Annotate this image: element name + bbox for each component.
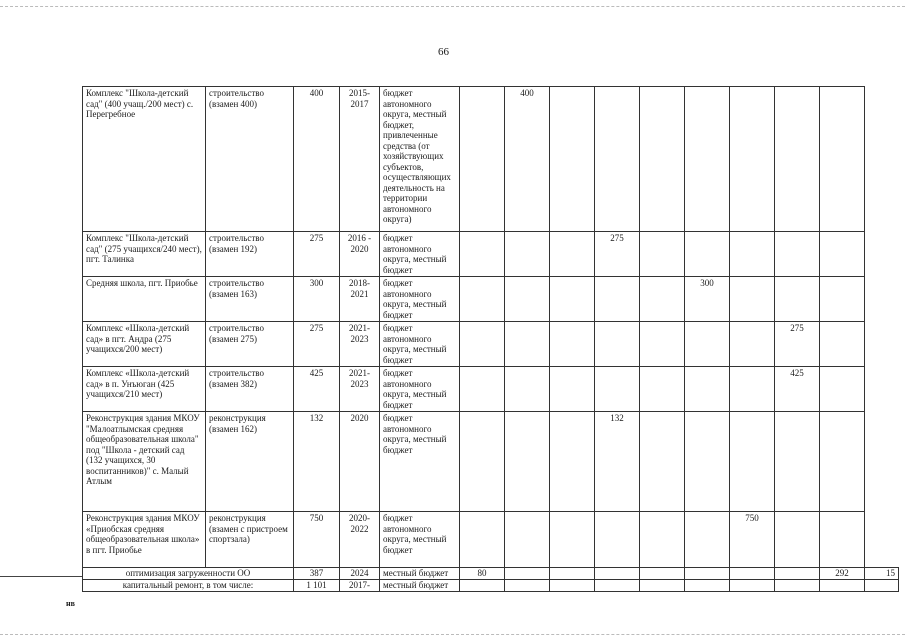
year-value-cell xyxy=(595,367,640,412)
table-body xyxy=(83,87,899,568)
capacity-cell: 275 xyxy=(294,322,340,367)
year-value-cell xyxy=(505,232,550,277)
year-value-cell xyxy=(640,87,685,232)
capacity-cell: 132 xyxy=(294,412,340,512)
year-value-cell xyxy=(775,232,820,277)
summary-year-cell xyxy=(640,580,685,592)
object-name-cell: Комплекс "Школа-детский сад" (400 учащ./200 мест) с. Перегребное xyxy=(83,87,206,232)
object-name-cell: Комплекс "Школа-детский сад" (275 учащихся/240 мест), пгт. Талинка xyxy=(83,232,206,277)
year-value-cell xyxy=(685,367,730,412)
year-value-cell xyxy=(640,512,685,568)
year-value-cell xyxy=(595,512,640,568)
year-value-cell xyxy=(775,412,820,512)
year-value-cell xyxy=(595,277,640,322)
scan-edge-top xyxy=(0,6,905,8)
funding-source-cell: бюджет автономного округа, местный бюджет xyxy=(380,277,460,322)
year-value-cell xyxy=(685,512,730,568)
year-value-cell xyxy=(730,412,775,512)
summary-year-cell: 80 xyxy=(460,568,505,580)
period-cell: 2018-2021 xyxy=(340,277,380,322)
work-type-cell: строительство (взамен 275) xyxy=(206,322,294,367)
year-value-cell xyxy=(550,232,595,277)
year-value-cell xyxy=(505,512,550,568)
funding-source-cell: бюджет автономного округа, местный бюджет xyxy=(380,232,460,277)
funding-source-cell: бюджет автономного округа, местный бюджет xyxy=(380,512,460,568)
capacity-cell: 275 xyxy=(294,232,340,277)
year-value-cell xyxy=(775,277,820,322)
table-row xyxy=(83,87,899,232)
year-value-cell xyxy=(460,87,505,232)
year-value-cell xyxy=(685,412,730,512)
funding-source-cell: бюджет автономного округа, местный бюджет xyxy=(380,322,460,367)
year-value-cell xyxy=(730,277,775,322)
year-value-cell xyxy=(550,412,595,512)
funding-source-cell: бюджет автономного округа, местный бюджет xyxy=(380,367,460,412)
year-value-cell xyxy=(460,277,505,322)
year-value-cell xyxy=(775,512,820,568)
capacity-cell: 300 xyxy=(294,277,340,322)
year-value-cell xyxy=(595,322,640,367)
summary-body xyxy=(83,568,899,592)
year-value-cell xyxy=(595,87,640,232)
object-name-cell: Средняя школа, пгт. Приобье xyxy=(83,277,206,322)
summary-year-cell xyxy=(775,568,820,580)
year-value-cell xyxy=(640,322,685,367)
year-value-cell xyxy=(460,322,505,367)
year-value-cell xyxy=(460,367,505,412)
capacity-cell: 750 xyxy=(294,512,340,568)
summary-year-cell xyxy=(730,568,775,580)
year-value-cell xyxy=(640,367,685,412)
summary-label-cell: оптимизация загруженности ОО xyxy=(83,568,294,580)
summary-source-cell: местный бюджет xyxy=(380,568,460,580)
work-type-cell: строительство (взамен 400) xyxy=(206,87,294,232)
summary-year-cell xyxy=(640,568,685,580)
capacity-cell: 425 xyxy=(294,367,340,412)
year-value-cell xyxy=(550,322,595,367)
summary-year-cell xyxy=(595,568,640,580)
year-value-cell xyxy=(730,322,775,367)
year-value-cell xyxy=(820,322,865,367)
table-row xyxy=(83,232,899,277)
year-value-cell xyxy=(550,277,595,322)
year-value-cell xyxy=(685,87,730,232)
work-type-cell: строительство (взамен 382) xyxy=(206,367,294,412)
year-value-cell xyxy=(820,512,865,568)
object-name-cell: Реконструкция здания МКОУ "Малоатлымская средняя общеобразовательная школа" под "Школа - детский сад (132 учащихся, 30 воспитанников)" с. Малый Атлым xyxy=(83,412,206,512)
period-cell: 2015-2017 xyxy=(340,87,380,232)
year-value-cell: 275 xyxy=(775,322,820,367)
summary-year-cell xyxy=(685,568,730,580)
footer-mark: нв xyxy=(66,599,75,608)
year-value-cell xyxy=(820,412,865,512)
year-value-cell xyxy=(775,87,820,232)
work-type-cell: строительство (взамен 192) xyxy=(206,232,294,277)
year-value-cell: 132 xyxy=(595,412,640,512)
table-row xyxy=(83,277,899,322)
table-row xyxy=(83,322,899,367)
summary-row xyxy=(83,580,899,592)
year-value-cell xyxy=(460,512,505,568)
year-value-cell xyxy=(820,87,865,232)
work-type-cell: реконструкция (взамен с пристроем спортзала) xyxy=(206,512,294,568)
summary-year-cell xyxy=(550,580,595,592)
year-value-cell xyxy=(685,322,730,367)
summary-year-cell xyxy=(685,580,730,592)
year-value-cell: 750 xyxy=(730,512,775,568)
year-value-cell: 300 xyxy=(685,277,730,322)
summary-year-cell: 15 xyxy=(865,568,899,580)
work-type-cell: реконструкция (взамен 162) xyxy=(206,412,294,512)
summary-year-cell xyxy=(865,580,899,592)
year-value-cell: 400 xyxy=(505,87,550,232)
summary-year-cell: 292 xyxy=(820,568,865,580)
year-value-cell xyxy=(820,232,865,277)
summary-year-cell xyxy=(460,580,505,592)
object-name-cell: Комплекс «Школа-детский сад» в пгт. Андра (275 учащихся/200 мест) xyxy=(83,322,206,367)
summary-capacity-cell: 1 101 xyxy=(294,580,340,592)
funding-source-cell: бюджет автономного округа, местный бюджет xyxy=(380,412,460,512)
period-cell: 2021-2023 xyxy=(340,322,380,367)
year-value-cell xyxy=(640,277,685,322)
table-row xyxy=(83,512,899,568)
summary-period-cell: 2017- xyxy=(340,580,380,592)
period-cell: 2021-2023 xyxy=(340,367,380,412)
table-cut-line xyxy=(0,576,82,577)
year-value-cell xyxy=(820,367,865,412)
table-row xyxy=(83,412,899,512)
summary-row xyxy=(83,568,899,580)
year-value-cell xyxy=(640,412,685,512)
table-row xyxy=(83,367,899,412)
summary-source-cell: местный бюджет xyxy=(380,580,460,592)
year-value-cell xyxy=(685,232,730,277)
year-value-cell xyxy=(820,277,865,322)
objects-table xyxy=(82,86,899,592)
summary-year-cell xyxy=(775,580,820,592)
year-value-cell: 425 xyxy=(775,367,820,412)
year-value-cell: 275 xyxy=(595,232,640,277)
summary-year-cell xyxy=(550,568,595,580)
year-value-cell xyxy=(550,367,595,412)
year-value-cell xyxy=(460,232,505,277)
page-number: 66 xyxy=(438,46,449,58)
year-value-cell xyxy=(505,412,550,512)
period-cell: 2016 - 2020 xyxy=(340,232,380,277)
work-type-cell: строительство (взамен 163) xyxy=(206,277,294,322)
year-value-cell xyxy=(550,512,595,568)
year-value-cell xyxy=(505,322,550,367)
year-value-cell xyxy=(505,367,550,412)
year-value-cell xyxy=(550,87,595,232)
summary-capacity-cell: 387 xyxy=(294,568,340,580)
summary-year-cell xyxy=(730,580,775,592)
capacity-cell: 400 xyxy=(294,87,340,232)
year-value-cell xyxy=(730,367,775,412)
scan-edge-bottom xyxy=(0,634,905,636)
object-name-cell: Комплекс «Школа-детский сад» в п. Унъюган (425 учащихся/210 мест) xyxy=(83,367,206,412)
summary-year-cell xyxy=(505,568,550,580)
year-value-cell xyxy=(460,412,505,512)
period-cell: 2020-2022 xyxy=(340,512,380,568)
summary-label-cell: капитальный ремонт, в том числе: xyxy=(83,580,294,592)
period-cell: 2020 xyxy=(340,412,380,512)
year-value-cell xyxy=(505,277,550,322)
year-value-cell xyxy=(730,87,775,232)
summary-year-cell xyxy=(595,580,640,592)
year-value-cell xyxy=(730,232,775,277)
year-value-cell xyxy=(640,232,685,277)
funding-source-cell: бюджет автономного округа, местный бюджет, привлеченные средства (от хозяйствующих субъектов, осуществляющих деятельность на территории автономного округа) xyxy=(380,87,460,232)
object-name-cell: Реконструкция здания МКОУ «Приобская средняя общеобразовательная школа» в пгт. Приобье xyxy=(83,512,206,568)
summary-period-cell: 2024 xyxy=(340,568,380,580)
summary-year-cell xyxy=(505,580,550,592)
summary-year-cell xyxy=(820,580,865,592)
